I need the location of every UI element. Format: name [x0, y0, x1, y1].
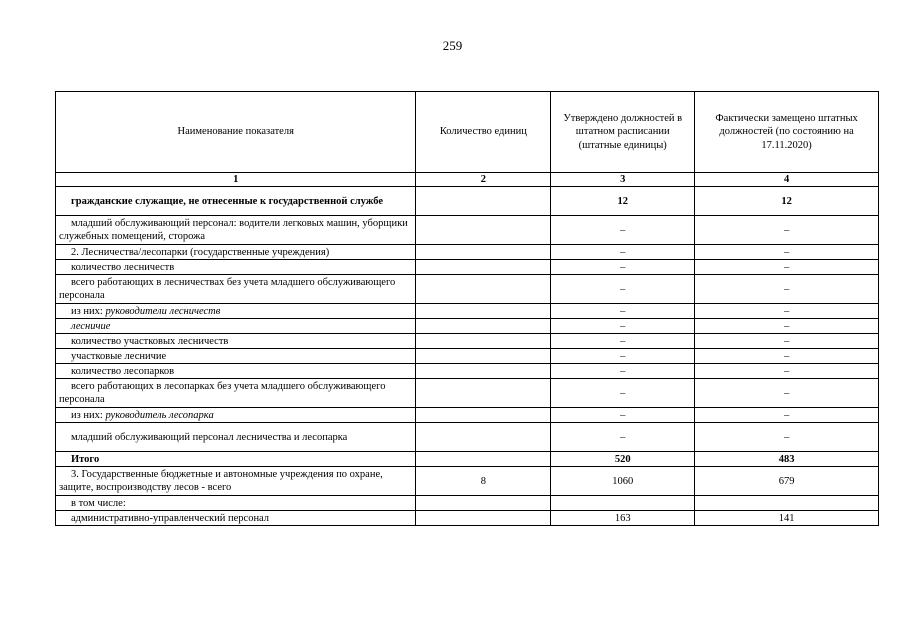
row-name-text: 2. Лесничества/лесопарки (государственные учреждения): [71, 246, 330, 258]
row-name-text: количество лесопарков: [71, 365, 175, 377]
row-name-text: административно-управленческий персонал: [71, 512, 270, 524]
row-name-prefix: из них:: [71, 305, 106, 317]
row-units-count: [416, 334, 551, 349]
row-actual-positions: 483: [695, 452, 879, 467]
row-approved-positions: 12: [551, 187, 695, 216]
row-name-text: всего работающих в лесопарках без учета младшего обслуживающего персонала: [59, 381, 386, 406]
row-indicator-name: [56, 187, 416, 216]
row-actual-positions: –: [695, 245, 879, 260]
row-units-count: [416, 452, 551, 467]
row-indicator-name: [56, 275, 416, 304]
page-number: 259: [442, 38, 463, 53]
row-indicator-name: [56, 467, 416, 496]
row-actual-positions: –: [695, 260, 879, 275]
row-name-text: участковые лесничие: [71, 350, 167, 362]
row-actual-positions: [695, 496, 879, 511]
row-approved-positions: –: [551, 216, 695, 245]
row-approved-positions: –: [551, 304, 695, 319]
row-name-text: количество лесничеств: [71, 261, 175, 273]
table-header-row: [56, 92, 879, 173]
table-row: [56, 496, 879, 511]
table-row: [56, 275, 879, 304]
row-approved-positions: 163: [551, 511, 695, 526]
row-indicator-name: [56, 216, 416, 245]
row-approved-positions: –: [551, 423, 695, 452]
row-indicator-name: [56, 511, 416, 526]
table-row: [56, 364, 879, 379]
row-units-count: [416, 187, 551, 216]
row-indicator-name: [56, 452, 416, 467]
header-actual-positions: Фактически замещено штатных должностей (по состоянию на 17.11.2020): [695, 92, 879, 173]
row-name-text: Итого: [71, 453, 100, 465]
table-row: [56, 408, 879, 423]
row-name-text: количество участковых лесничеств: [71, 335, 229, 347]
row-approved-positions: –: [551, 319, 695, 334]
header-units-count: Количество единиц: [416, 92, 551, 173]
row-name-text: гражданские служащие, не отнесенные к государственной службе: [71, 195, 383, 207]
row-actual-positions: –: [695, 275, 879, 304]
row-units-count: [416, 319, 551, 334]
row-approved-positions: –: [551, 379, 695, 408]
row-actual-positions: –: [695, 349, 879, 364]
row-indicator-name: [56, 423, 416, 452]
row-actual-positions: –: [695, 304, 879, 319]
row-actual-positions: –: [695, 319, 879, 334]
table-row: [56, 511, 879, 526]
column-number: 3: [551, 173, 695, 187]
row-units-count: [416, 275, 551, 304]
table-row: [56, 349, 879, 364]
row-units-count: [416, 511, 551, 526]
row-indicator-name: [56, 319, 416, 334]
row-approved-positions: –: [551, 364, 695, 379]
row-units-count: [416, 496, 551, 511]
table-row: [56, 245, 879, 260]
row-indicator-name: [56, 349, 416, 364]
row-actual-positions: –: [695, 423, 879, 452]
row-name-italic: лесничие: [71, 320, 111, 332]
row-approved-positions: –: [551, 275, 695, 304]
table-row: [56, 467, 879, 496]
staffing-table: [55, 91, 879, 526]
table-row: [56, 334, 879, 349]
row-name-text: 3. Государственные бюджетные и автономные учреждения по охране, защите, воспроизводству лесов - всего: [59, 469, 383, 494]
row-indicator-name: [56, 245, 416, 260]
row-units-count: [416, 408, 551, 423]
row-actual-positions: 679: [695, 467, 879, 496]
row-approved-positions: –: [551, 349, 695, 364]
row-name-text: младший обслуживающий персонал: водители легковых машин, уборщики служебных помещений, сторожа: [59, 218, 408, 243]
row-indicator-name: [56, 408, 416, 423]
row-name-prefix: из них:: [71, 409, 106, 421]
row-approved-positions: 520: [551, 452, 695, 467]
row-indicator-name: [56, 304, 416, 319]
row-indicator-name: [56, 496, 416, 511]
row-indicator-name: [56, 379, 416, 408]
row-name-text: в том числе:: [71, 497, 126, 509]
table-row: [56, 260, 879, 275]
row-units-count: [416, 364, 551, 379]
row-units-count: [416, 423, 551, 452]
column-number: 4: [695, 173, 879, 187]
row-indicator-name: [56, 334, 416, 349]
row-units-count: [416, 349, 551, 364]
column-number: 2: [416, 173, 551, 187]
header-indicator-name: Наименование показателя: [56, 92, 416, 173]
row-units-count: [416, 245, 551, 260]
row-name-italic: руководители лесничеств: [105, 305, 221, 317]
row-units-count: [416, 379, 551, 408]
row-units-count: [416, 260, 551, 275]
table-row: [56, 452, 879, 467]
row-indicator-name: [56, 260, 416, 275]
table-row: [56, 216, 879, 245]
row-actual-positions: –: [695, 379, 879, 408]
table-row: [56, 379, 879, 408]
table-row: [56, 187, 879, 216]
row-approved-positions: [551, 496, 695, 511]
row-approved-positions: –: [551, 334, 695, 349]
row-name-text: младший обслуживающий персонал лесничества и лесопарка: [71, 431, 348, 443]
header-approved-positions: Утверждено должностей в штатном расписании (штатные единицы): [551, 92, 695, 173]
row-actual-positions: 141: [695, 511, 879, 526]
row-actual-positions: 12: [695, 187, 879, 216]
row-approved-positions: –: [551, 408, 695, 423]
row-name-text: всего работающих в лесничествах без учета младшего обслуживающего персонала: [59, 277, 396, 302]
table-row: [56, 423, 879, 452]
table-row: [56, 304, 879, 319]
row-approved-positions: 1060: [551, 467, 695, 496]
row-actual-positions: –: [695, 216, 879, 245]
row-actual-positions: –: [695, 408, 879, 423]
row-actual-positions: –: [695, 364, 879, 379]
row-indicator-name: [56, 364, 416, 379]
row-units-count: [416, 304, 551, 319]
row-approved-positions: –: [551, 260, 695, 275]
row-units-count: [416, 216, 551, 245]
row-units-count: 8: [416, 467, 551, 496]
table-row: [56, 319, 879, 334]
column-number-row: [56, 173, 879, 187]
column-number: 1: [56, 173, 416, 187]
row-actual-positions: –: [695, 334, 879, 349]
row-name-italic: руководитель лесопарка: [105, 409, 214, 421]
row-approved-positions: –: [551, 245, 695, 260]
